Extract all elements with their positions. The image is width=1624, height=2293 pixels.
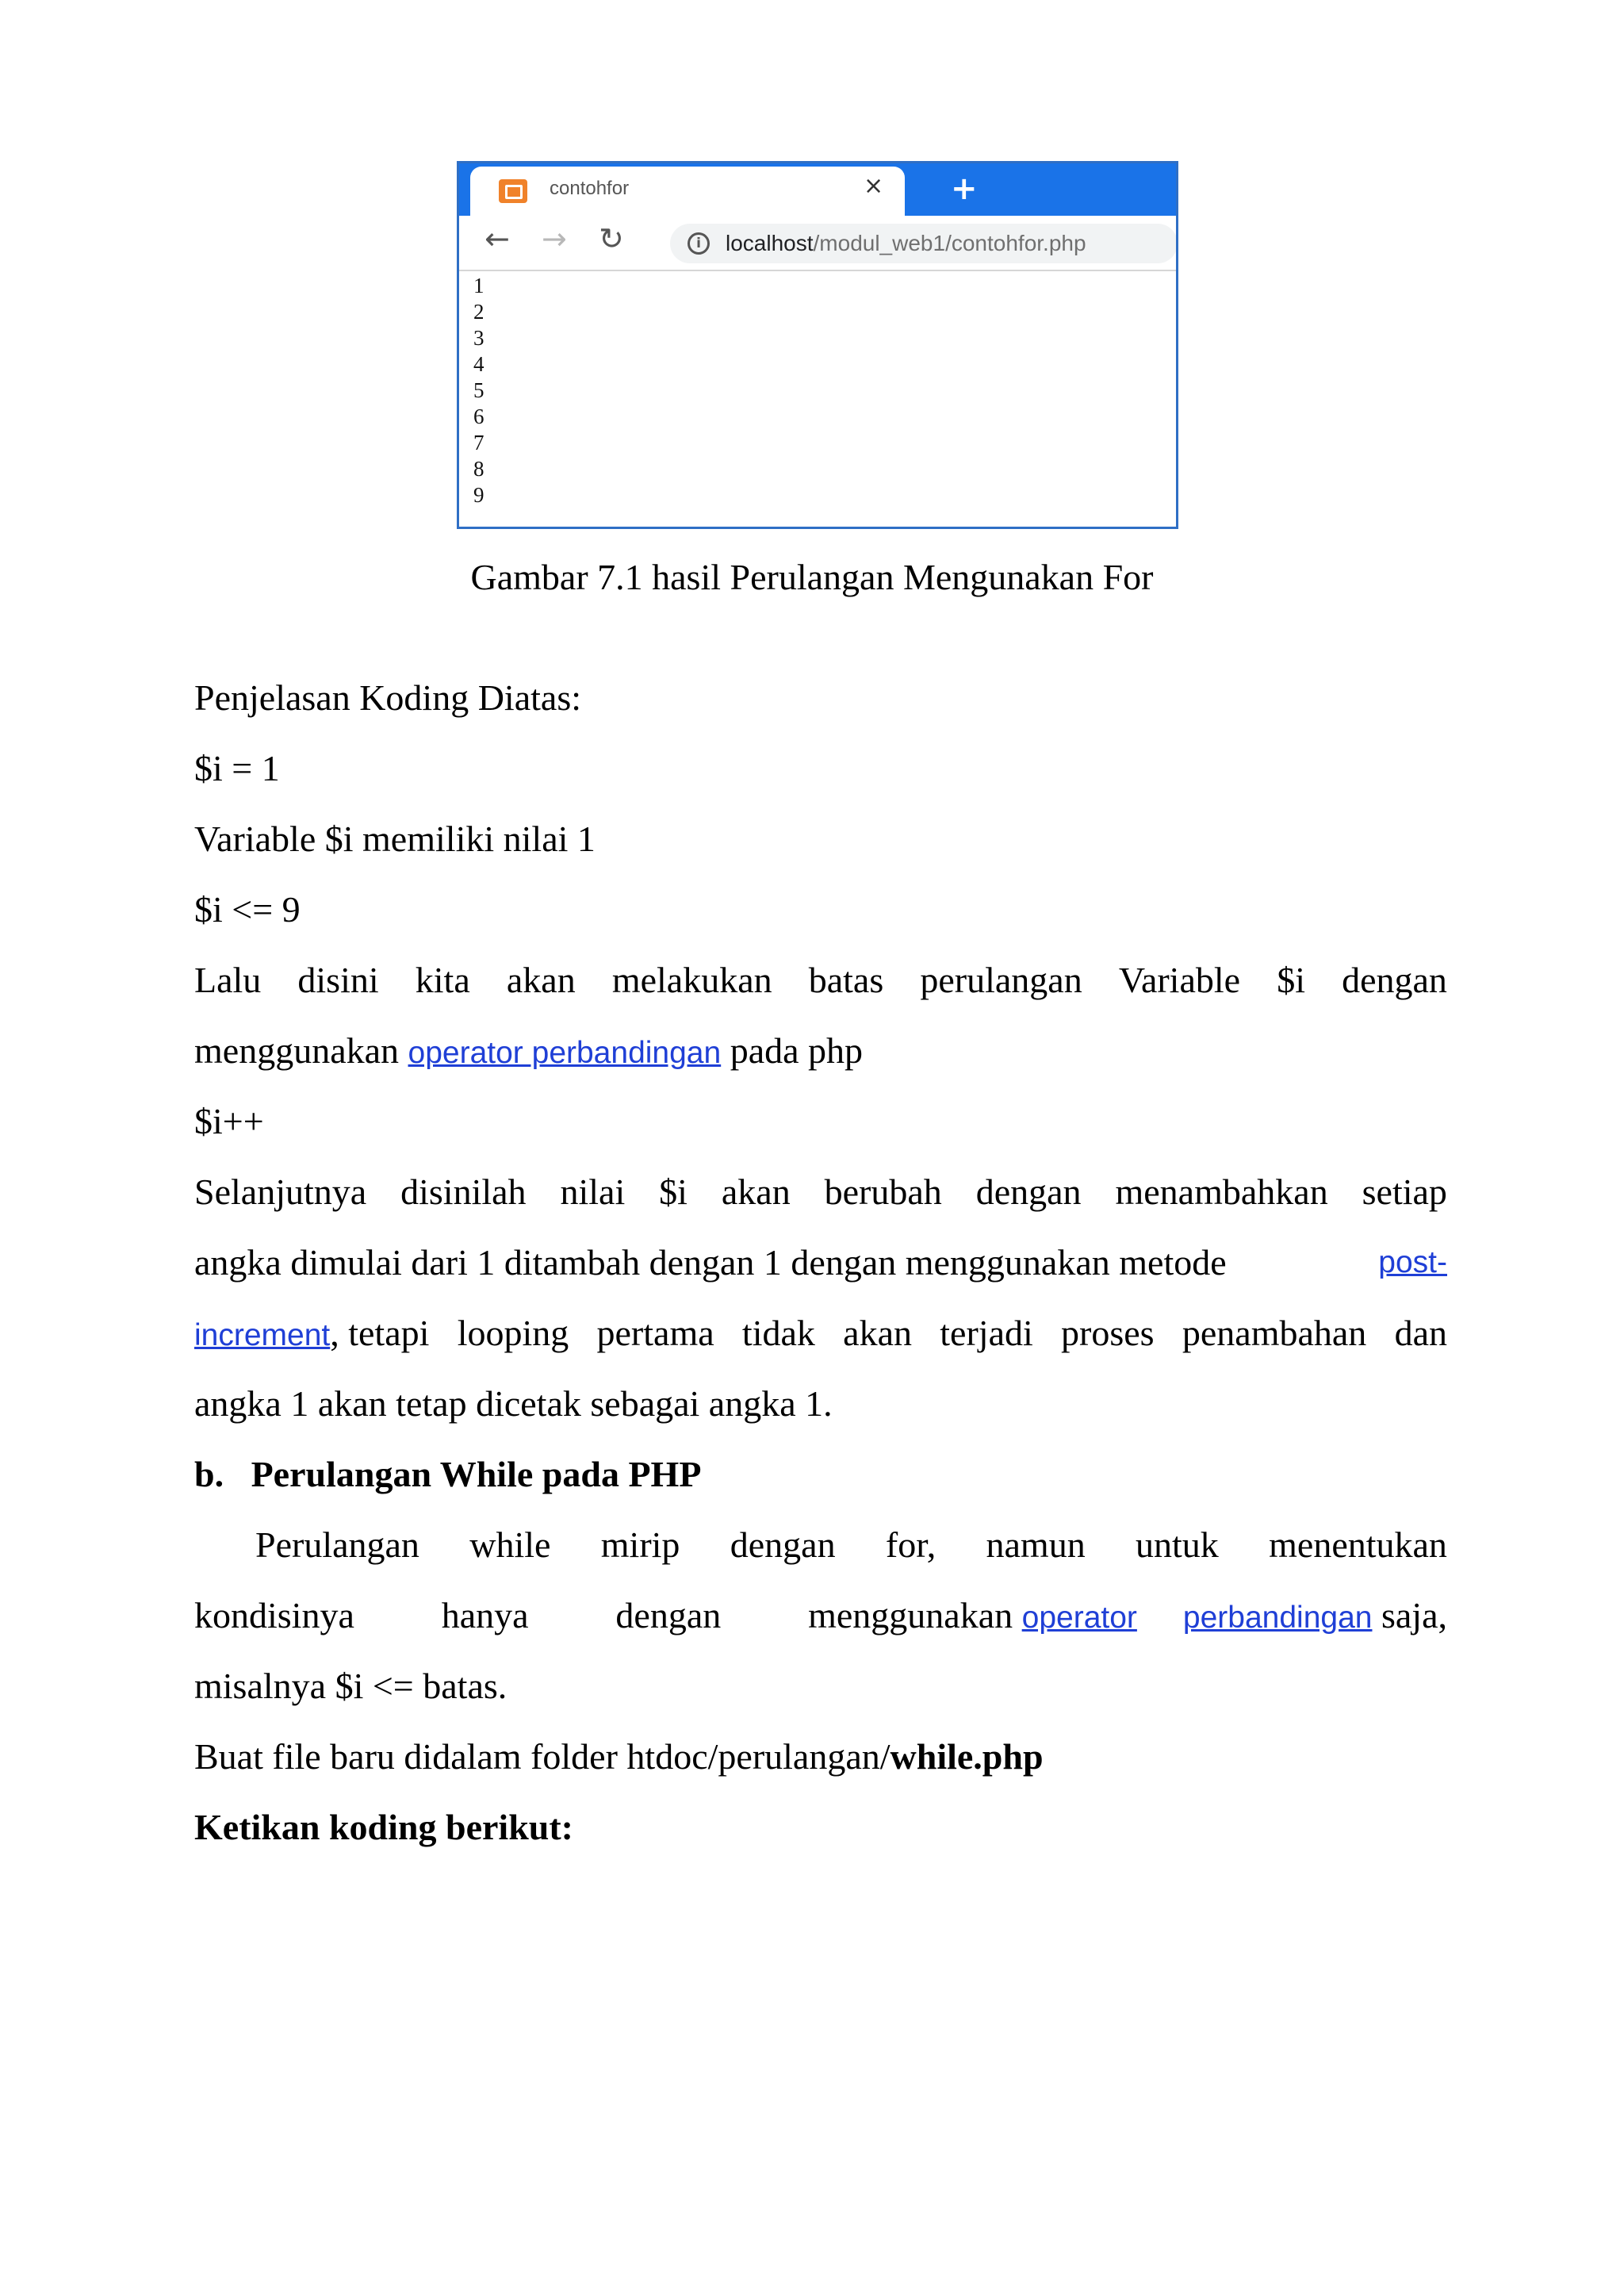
text-line: misalnya $i <= batas. — [194, 1666, 508, 1706]
close-icon[interactable]: × — [864, 172, 884, 200]
word-group — [194, 1309, 429, 1359]
instruction-heading: Ketikan koding berikut: — [194, 1807, 573, 1847]
word: terjadi — [940, 1313, 1033, 1353]
link-word: operator — [1021, 1601, 1137, 1635]
word: berubah — [824, 1171, 942, 1212]
word: batas — [808, 960, 884, 1000]
text-run: Buat file baru didalam folder htdoc/perulangan/ — [194, 1736, 891, 1777]
output-line: 3 — [473, 326, 485, 350]
word: $i — [1277, 960, 1305, 1000]
section-heading: b. Perulangan While pada PHP — [194, 1454, 702, 1494]
word: , tetapi — [330, 1313, 430, 1353]
text-line — [194, 1027, 863, 1077]
word: setiap — [1362, 1171, 1447, 1212]
text-line — [194, 1733, 1044, 1781]
xampp-favicon-icon — [499, 179, 527, 203]
text-line: Variable $i memiliki nilai 1 — [194, 819, 596, 859]
output-line: 9 — [473, 483, 485, 507]
word: dan — [1394, 1313, 1447, 1353]
text-run: pada php — [721, 1030, 864, 1071]
word: melakukan — [611, 960, 772, 1000]
new-tab-plus-icon[interactable]: + — [951, 171, 978, 207]
word: namun — [986, 1524, 1086, 1565]
word: menentukan — [1269, 1524, 1447, 1565]
word: disinilah — [400, 1171, 527, 1212]
word: menggunakan — [808, 1595, 1022, 1635]
code-line: $i <= 9 — [194, 889, 301, 930]
word: perulangan — [920, 960, 1082, 1000]
output-line: 8 — [473, 457, 485, 481]
word: menambahkan — [1115, 1171, 1328, 1212]
operator-perbandingan-link[interactable]: operator perbandingan — [408, 1036, 722, 1070]
word: disini — [297, 960, 379, 1000]
word: Perulangan — [255, 1524, 419, 1565]
word: dengan — [615, 1595, 722, 1635]
output-line: 5 — [473, 378, 485, 402]
word: dengan — [730, 1524, 836, 1565]
page-output — [459, 273, 1176, 527]
word: Variable — [1118, 960, 1241, 1000]
justified-line — [255, 1521, 1447, 1569]
word: mirip — [600, 1524, 680, 1565]
word: akan — [506, 960, 576, 1000]
info-icon[interactable]: i — [688, 232, 710, 255]
word: while — [469, 1524, 551, 1565]
browser-screenshot — [457, 161, 1178, 529]
word: $i — [659, 1171, 688, 1212]
output-line: 6 — [473, 405, 485, 428]
word: dengan — [975, 1171, 1082, 1212]
word-group — [808, 1592, 1447, 1642]
output-line: 2 — [473, 300, 485, 324]
word: Selanjutnya — [194, 1171, 367, 1212]
word: kondisinya — [194, 1595, 354, 1635]
justified-line — [194, 957, 1447, 1004]
url-text[interactable] — [726, 231, 1086, 256]
word: nilai — [560, 1171, 626, 1212]
forward-arrow-icon[interactable]: → — [542, 221, 567, 256]
browser-toolbar — [459, 216, 1176, 271]
word: tidak — [741, 1313, 815, 1353]
text-line: angka 1 akan tetap dicetak sebagai angka 1. — [194, 1383, 833, 1424]
word: akan — [843, 1313, 913, 1353]
output-line: 7 — [473, 431, 485, 454]
word: saja, — [1372, 1595, 1447, 1635]
word: proses — [1061, 1313, 1155, 1353]
operator-perbandingan-link[interactable] — [1022, 1601, 1373, 1635]
word: penambahan — [1182, 1313, 1367, 1353]
back-arrow-icon[interactable]: ← — [485, 221, 510, 256]
url-host: localhost — [726, 231, 814, 255]
justified-line — [194, 1592, 1447, 1642]
word: hanya — [441, 1595, 529, 1635]
browser-tabstrip — [459, 163, 1176, 216]
browser-tab[interactable] — [470, 167, 905, 216]
output-line: 4 — [473, 352, 485, 376]
text-run: angka dimulai dari 1 ditambah dengan 1 dengan menggunakan metode — [194, 1242, 1227, 1283]
code-line: $i = 1 — [194, 748, 280, 788]
address-bar[interactable] — [670, 224, 1178, 263]
reload-icon[interactable]: ↻ — [599, 221, 624, 256]
justified-line — [194, 1168, 1447, 1216]
filename: while.php — [890, 1736, 1044, 1777]
post-increment-link[interactable]: increment — [194, 1318, 331, 1352]
tab-title: contohfor — [550, 178, 630, 199]
word: for, — [885, 1524, 936, 1565]
output-line: 1 — [473, 274, 485, 297]
justified-line — [194, 1309, 1447, 1359]
link-word: perbandingan — [1182, 1601, 1373, 1635]
word: akan — [721, 1171, 791, 1212]
code-line: $i++ — [194, 1101, 264, 1141]
word: dengan — [1342, 960, 1447, 1000]
word: kita — [415, 960, 470, 1000]
figure-caption: Gambar 7.1 hasil Perulangan Mengunakan For — [470, 557, 1154, 597]
explanation-heading: Penjelasan Koding Diatas: — [194, 677, 582, 718]
justified-line — [194, 1239, 1447, 1286]
word: looping — [457, 1313, 569, 1353]
word: untuk — [1136, 1524, 1219, 1565]
word: Lalu — [194, 960, 262, 1000]
url-path: /modul_web1/contohfor.php — [813, 231, 1086, 255]
word: pertama — [596, 1313, 714, 1353]
post-increment-link[interactable]: post- — [1378, 1245, 1447, 1279]
text-run: menggunakan — [194, 1030, 408, 1071]
